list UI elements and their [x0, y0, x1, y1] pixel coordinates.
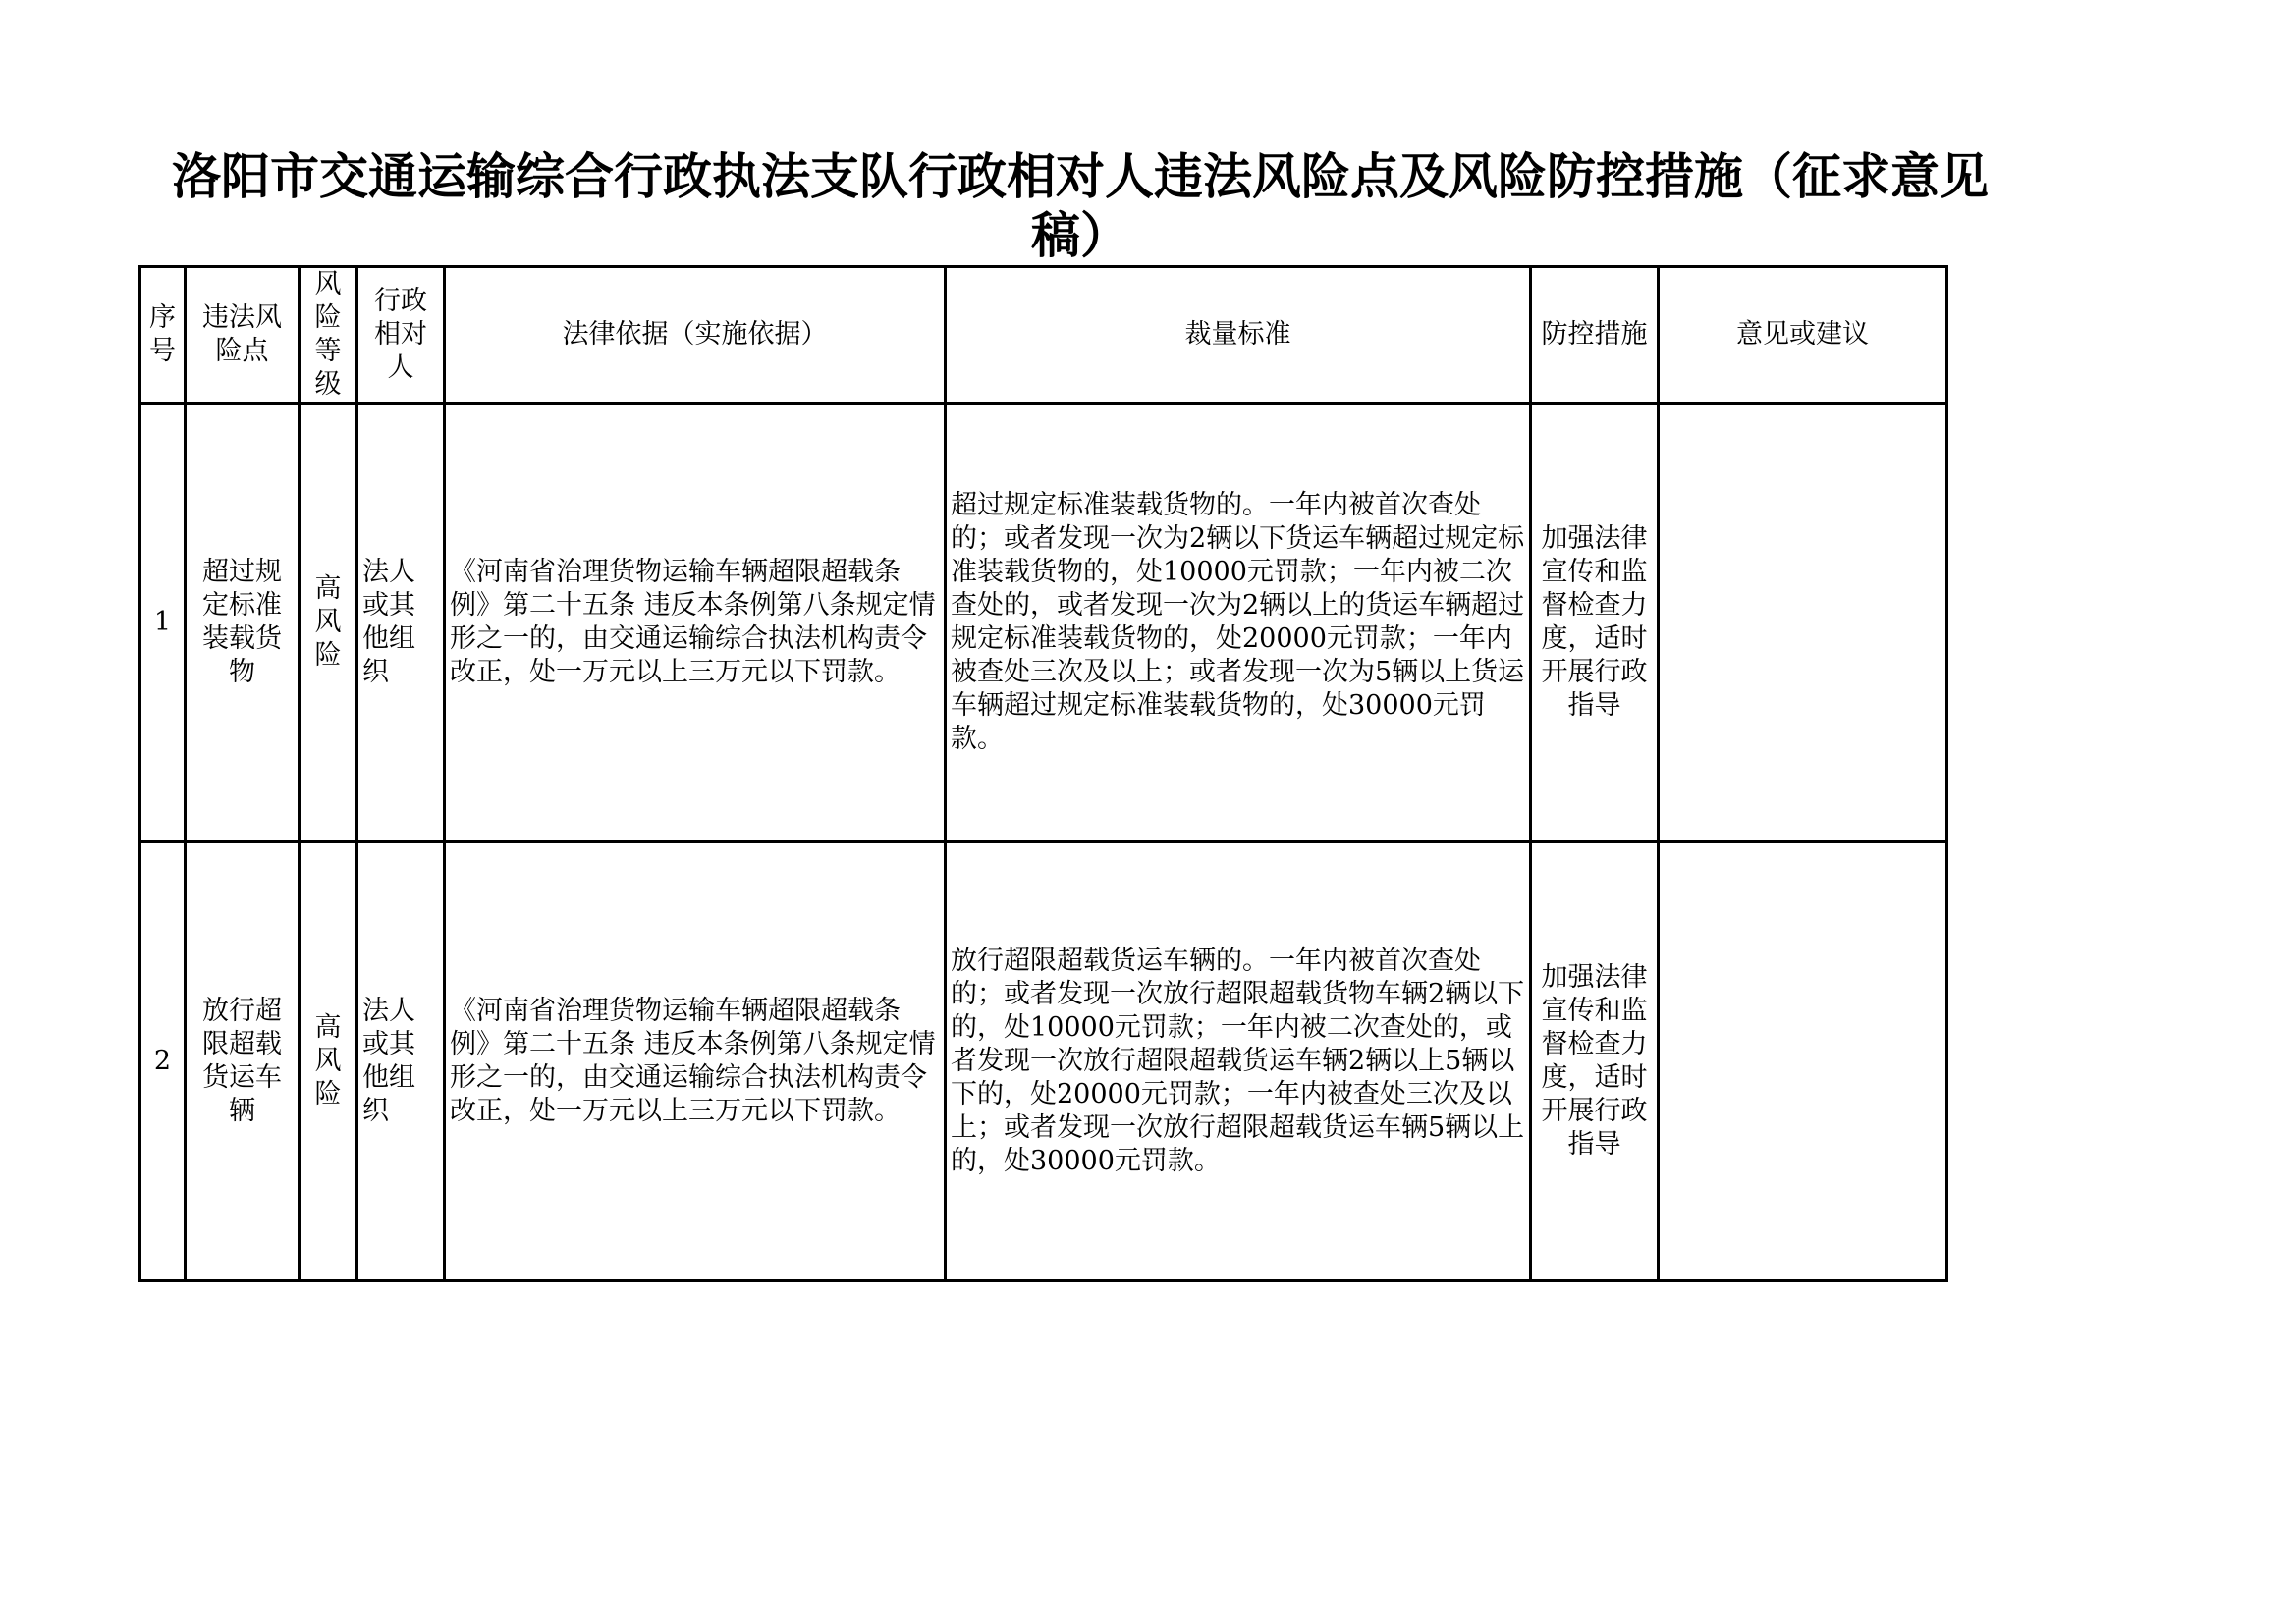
cell-opinions[interactable] [1659, 404, 1947, 842]
cell-control-measures: 加强法律宣传和监督检查力度，适时开展行政指导 [1531, 404, 1659, 842]
cell-no: 1 [140, 404, 186, 842]
table-header-row [140, 267, 1947, 404]
header-party: 行政相对人 [357, 267, 445, 404]
page-title: 洛阳市交通运输综合行政执法支队行政相对人违法风险点及风险防控措施（征求意见稿） [172, 148, 1989, 264]
risk-table [138, 265, 1948, 1282]
cell-party: 法人或其他组织 [357, 404, 445, 842]
cell-legal-basis: 《河南省治理货物运输车辆超限超载条例》第二十五条 违反本条例第八条规定情形之一的，由交通运输综合执法机构责令改正，处一万元以上三万元以下罚款。 [445, 842, 946, 1281]
cell-control-measures: 加强法律宣传和监督检查力度，适时开展行政指导 [1531, 842, 1659, 1281]
cell-risk-point: 超过规定标准装载货物 [186, 404, 300, 842]
header-discretion-standard: 裁量标准 [946, 267, 1531, 404]
header-opinions: 意见或建议 [1659, 267, 1947, 404]
table-row [140, 842, 1947, 1281]
cell-discretion-standard: 超过规定标准装载货物的。一年内被首次查处的；或者发现一次为2辆以下货运车辆超过规定标准装载货物的，处10000元罚款；一年内被二次查处的，或者发现一次为2辆以上的货运车辆超过规定标准装载货物的，处20000元罚款；一年内被查处三次及以上；或者发现一次为5辆以上货运车辆超过规定标准装载货物的，处30000元罚款。 [946, 404, 1531, 842]
header-control-measures: 防控措施 [1531, 267, 1659, 404]
header-risk-point: 违法风险点 [186, 267, 300, 404]
cell-risk-level: 高风险 [300, 842, 357, 1281]
cell-opinions[interactable] [1659, 842, 1947, 1281]
cell-risk-point: 放行超限超载货运车辆 [186, 842, 300, 1281]
table-row [140, 404, 1947, 842]
header-legal-basis: 法律依据（实施依据） [445, 267, 946, 404]
header-no: 序号 [140, 267, 186, 404]
cell-discretion-standard: 放行超限超载货运车辆的。一年内被首次查处的；或者发现一次放行超限超载货物车辆2辆以下的，处10000元罚款；一年内被二次查处的，或者发现一次放行超限超载货运车辆2辆以上5辆以下的，处20000元罚款；一年内被查处三次及以上；或者发现一次放行超限超载货运车辆5辆以上的，处30000元罚款。 [946, 842, 1531, 1281]
cell-no: 2 [140, 842, 186, 1281]
cell-party: 法人或其他组织 [357, 842, 445, 1281]
cell-legal-basis: 《河南省治理货物运输车辆超限超载条例》第二十五条 违反本条例第八条规定情形之一的，由交通运输综合执法机构责令改正，处一万元以上三万元以下罚款。 [445, 404, 946, 842]
header-risk-level: 风险等级 [300, 267, 357, 404]
cell-risk-level: 高风险 [300, 404, 357, 842]
